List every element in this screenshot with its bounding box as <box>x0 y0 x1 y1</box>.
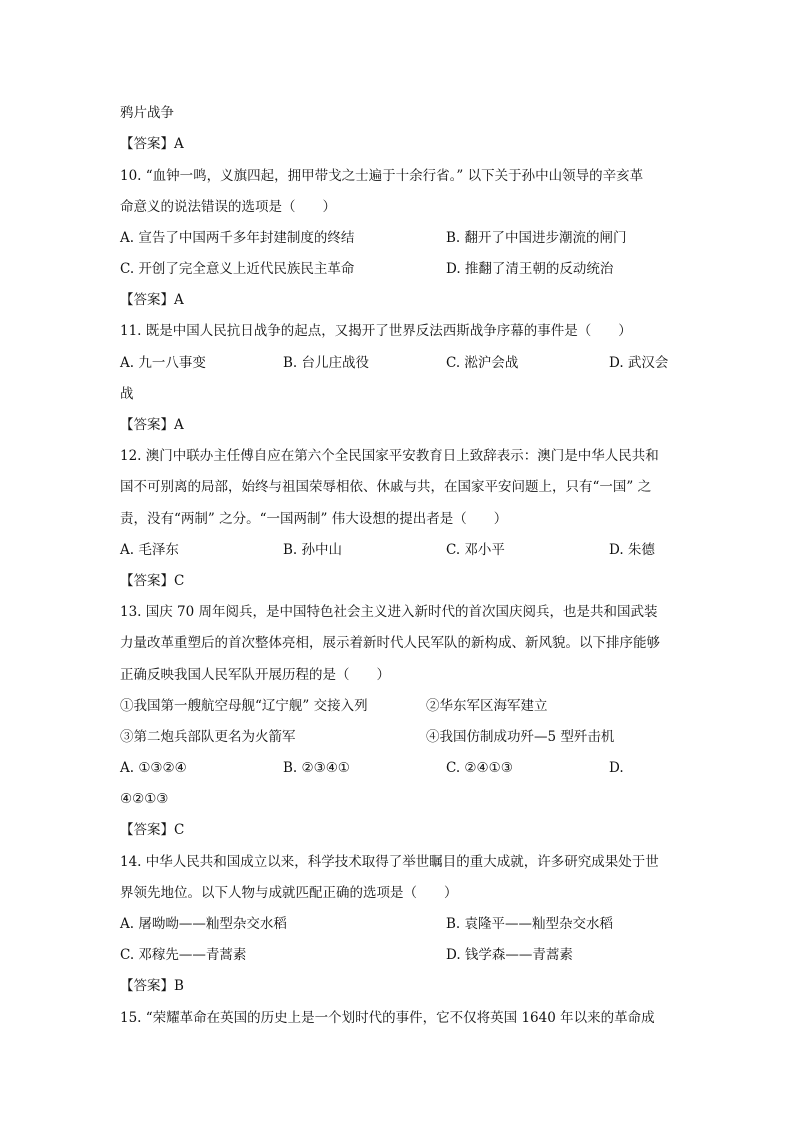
question-13-line-3: 正确反映我国人民军队开展历程的是（ ） <box>120 667 390 683</box>
option-b: B. 袁隆平——籼型杂交水稻 <box>446 916 614 932</box>
document-page <box>120 0 680 1122</box>
question-10-line-2: 命意义的说法错误的选项是（ ） <box>120 199 336 215</box>
option-a: A. ①③②④ <box>120 760 187 776</box>
question-12-line-1: 12. 澳门中联办主任傅自应在第六个全民国家平安教育日上致辞表示：澳门是中华人民共和 <box>120 448 659 464</box>
question-12-line-2: 国不可别离的局部，始终与祖国荣辱相依、休戚与共，在国家平安问题上，只有“一国” 之 <box>120 479 652 495</box>
option-c: C. 开创了完全意义上近代民族民主革命 <box>120 261 355 277</box>
answer-14: 【答案】B <box>120 978 184 994</box>
option-b: B. 孙中山 <box>283 542 343 558</box>
option-b: B. 翻开了中国进步潮流的闸门 <box>446 230 627 246</box>
question-10-line-1: 10. “血钟一鸣，义旗四起，拥甲带戈之士遍于十余行省。” 以下关于孙中山领导的辛亥革 <box>120 168 644 184</box>
item-2: ②华东军区海军建立 <box>426 698 548 714</box>
question-15-line-1: 15. “荣耀革命在英国的历史上是一个划时代的事件，它不仅将英国 1640 年以来的革命成 <box>120 1010 655 1026</box>
option-d: D. <box>609 760 624 776</box>
item-3: ③第二炮兵部队更名为火箭军 <box>120 729 296 745</box>
question-12-line-3: 责，没有“两制” 之分。“一国两制” 伟大设想的提出者是（ ） <box>120 511 508 527</box>
option-c: C. ②④①③ <box>446 760 513 776</box>
option-a: A. 屠呦呦——籼型杂交水稻 <box>120 916 287 932</box>
option-a: A. 宣告了中国两千多年封建制度的终结 <box>120 230 355 246</box>
question-14-options-row-2 <box>120 945 680 965</box>
question-13-items-row-2 <box>120 727 680 747</box>
option-c: C. 邓稼先——青蒿素 <box>120 947 247 963</box>
answer-12: 【答案】C <box>120 573 185 589</box>
option-b: B. 台儿庄战役 <box>283 355 370 371</box>
question-14-line-1: 14. 中华人民共和国成立以来，科学技术取得了举世瞩目的重大成就，许多研究成果处于世 <box>120 854 659 870</box>
question-11-option-d-wrap: 战 <box>120 386 134 402</box>
question-13-option-d-wrap: ④②①③ <box>120 791 169 807</box>
question-13-line-1: 13. 国庆 70 周年阅兵，是中国特色社会主义进入新时代的首次国庆阅兵，也是共和国武装 <box>120 604 658 620</box>
question-14-options-row-1 <box>120 914 680 934</box>
option-c: C. 淞沪会战 <box>446 355 519 371</box>
question-13-options <box>120 758 680 778</box>
question-13-items-row-1 <box>120 696 680 716</box>
question-14-line-2: 界领先地位。以下人物与成就匹配正确的选项是（ ） <box>120 885 458 901</box>
item-4: ④我国仿制成功歼—5 型歼击机 <box>426 729 615 745</box>
option-c: C. 邓小平 <box>446 542 505 558</box>
option-d: D. 武汉会 <box>609 355 669 371</box>
question-10-options-row-1 <box>120 228 680 248</box>
option-b: B. ②③④① <box>283 760 350 776</box>
text-line: 鸦片战争 <box>120 105 174 121</box>
option-d: D. 推翻了清王朝的反动统治 <box>446 261 614 277</box>
answer-13: 【答案】C <box>120 822 185 838</box>
question-13-line-2: 力量改革重塑后的首次整体亮相，展示着新时代人民军队的新构成、新风貌。以下排序能够 <box>120 635 660 651</box>
question-11-options <box>120 353 680 373</box>
option-d: D. 钱学森——青蒿素 <box>446 947 573 963</box>
item-1: ①我国第一艘航空母舰“辽宁舰” 交接入列 <box>120 698 368 714</box>
question-12-options <box>120 540 680 560</box>
answer-10: 【答案】A <box>120 292 184 308</box>
option-a: A. 毛泽东 <box>120 542 179 558</box>
option-d: D. 朱德 <box>609 542 655 558</box>
question-10-options-row-2 <box>120 259 680 279</box>
answer-9: 【答案】A <box>120 136 184 152</box>
question-11-line-1: 11. 既是中国人民抗日战争的起点，又揭开了世界反法西斯战争序幕的事件是（ ） <box>120 323 632 339</box>
answer-11: 【答案】A <box>120 417 184 433</box>
option-a: A. 九一八事变 <box>120 355 206 371</box>
